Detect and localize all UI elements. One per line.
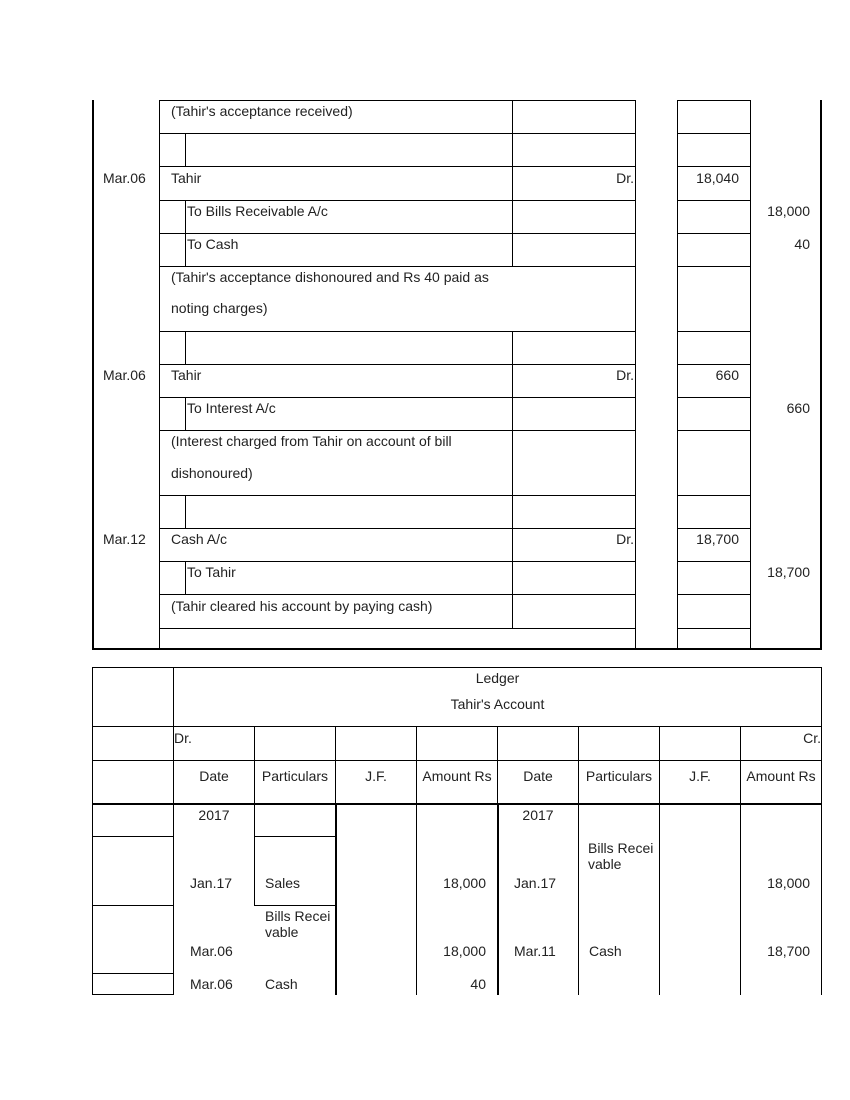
journal-debit-amount: 18,040 — [696, 170, 739, 186]
ledger-dr-date: Mar.06 — [190, 943, 233, 959]
journal-debit-account: Tahir — [171, 367, 202, 383]
ledger-dr-amount: 18,000 — [443, 943, 486, 959]
ledger-cr-amount: 18,000 — [767, 875, 810, 891]
header-jf: J.F. — [689, 768, 711, 784]
header-jf: J.F. — [365, 768, 387, 784]
ledger-dr-amount: 40 — [470, 976, 486, 992]
header-particulars: Particulars — [261, 768, 329, 784]
journal-narration: dishonoured) — [171, 465, 253, 481]
ledger-dr-particulars: Cash — [265, 976, 298, 992]
journal-debit-amount: 18,700 — [696, 531, 739, 547]
ledger-cr-date: Jan.17 — [514, 875, 557, 891]
journal-narration: (Tahir's acceptance received) — [171, 103, 353, 119]
ledger-dr-particulars: Sales — [265, 875, 301, 891]
journal-credit-amount: 18,000 — [767, 203, 810, 219]
header-date: Date — [199, 768, 229, 784]
header-particulars: Particulars — [585, 768, 653, 784]
dr-label: Dr. — [616, 367, 634, 383]
journal-date: Mar.06 — [103, 367, 146, 383]
ledger-cr-particulars: Bills Receivable — [588, 840, 654, 872]
ledger-cr-date: Mar.11 — [514, 943, 556, 959]
journal-date: Mar.06 — [103, 170, 146, 186]
header-amount: Amount Rs — [746, 768, 816, 784]
ledger-dr-date: Mar.06 — [190, 976, 233, 992]
ledger-cr-amount: 18,700 — [767, 943, 810, 959]
journal-credit-amount: 18,700 — [767, 564, 810, 580]
ledger-year: 2017 — [198, 807, 230, 823]
dr-label: Dr. — [174, 730, 192, 746]
header-date: Date — [523, 768, 553, 784]
journal-date: Mar.12 — [103, 531, 146, 547]
journal-narration: noting charges) — [171, 300, 268, 316]
dr-label: Dr. — [616, 531, 634, 547]
journal-credit-account: To Bills Receivable A/c — [187, 203, 328, 219]
ledger-dr-date: Jan.17 — [190, 875, 233, 891]
journal-narration: (Tahir's acceptance dishonoured and Rs 40 paid as — [171, 269, 489, 285]
journal-debit-account: Tahir — [171, 170, 202, 186]
journal-credit-account: To Cash — [187, 236, 239, 252]
journal-debit-amount: 660 — [715, 367, 739, 383]
ledger-dr-particulars: Bills Receivable — [265, 908, 331, 940]
header-amount: Amount Rs — [422, 768, 492, 784]
journal-credit-account: To Interest A/c — [187, 400, 276, 416]
ledger-cr-particulars: Cash — [589, 943, 622, 959]
journal-debit-account: Cash A/c — [171, 531, 228, 547]
ledger-dr-amount: 18,000 — [443, 875, 486, 891]
dr-label: Dr. — [616, 170, 634, 186]
ledger-year: 2017 — [522, 807, 554, 823]
journal-credit-amount: 660 — [786, 400, 810, 416]
journal-credit-account: To Tahir — [187, 564, 236, 580]
ledger-account-name: Tahir's Account — [450, 696, 545, 712]
ledger-title: Ledger — [475, 670, 520, 686]
journal-narration: (Interest charged from Tahir on account of bill — [171, 433, 452, 449]
cr-label: Cr. — [803, 730, 821, 746]
journal-credit-amount: 40 — [794, 236, 810, 252]
journal-narration: (Tahir cleared his account by paying cash) — [171, 598, 433, 614]
